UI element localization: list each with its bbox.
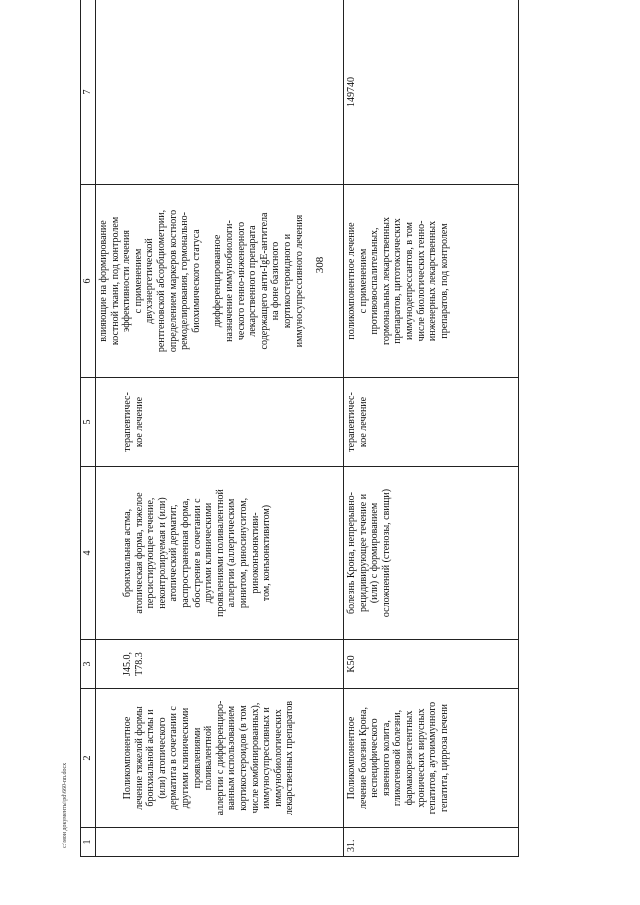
- text-line: костной ткани, под контролем: [109, 216, 121, 346]
- text-line: кортикостероидного и: [281, 233, 293, 329]
- text-line: с применением: [132, 248, 144, 314]
- text-line: иммуносупрессивного лечения: [293, 214, 305, 348]
- text-line: хронических вирусных: [415, 708, 427, 808]
- text-line: кое лечение: [357, 396, 369, 448]
- text-line: распространенная форма,: [179, 498, 191, 608]
- text-line: бронхиальной астмы и: [145, 709, 157, 807]
- text-line: гликогеновой болезни,: [392, 709, 404, 807]
- text-line: рентгеновской абсорбциометрии,: [155, 209, 167, 353]
- text-line: Поликомпонентное: [122, 716, 133, 800]
- text-line: лекарственного препарата: [247, 225, 259, 337]
- text-line: проявлениями поливалентной: [214, 489, 226, 617]
- text-line: атопическая форма, тяжелое: [133, 492, 145, 614]
- text-line: лекарственных препаратов: [284, 700, 296, 816]
- text-line: проявлениями: [191, 727, 203, 789]
- diagnosis-lines: [346, 471, 392, 635]
- text-line: (или) с формированием: [369, 502, 381, 604]
- text-line: поливалентной: [203, 725, 215, 791]
- text-line: атопический дерматит,: [168, 504, 180, 602]
- service-name-lines: [346, 693, 450, 823]
- text-line: содержащего анти-IgE-антитела: [258, 212, 270, 350]
- row-number-cell: [96, 828, 344, 857]
- text-line: гепатитов, аутоиммунного: [427, 701, 439, 815]
- text-line: с применением: [357, 248, 369, 314]
- text-line: противовоспалительных,: [369, 227, 381, 335]
- service-name-lines: [122, 693, 296, 823]
- text-line: персистирующее течение,: [145, 497, 157, 609]
- text-line: болезнь Крона, непрерывно-: [346, 491, 357, 615]
- text-line: гормональных лекарственных: [380, 217, 392, 345]
- table-row: [96, 0, 344, 857]
- text-line: неспецифического: [369, 718, 381, 798]
- text-line: биохимического статуса: [190, 229, 202, 333]
- text-line: ческого генно-инженерного: [235, 221, 247, 341]
- text-line: том, конъюнктивитом): [261, 504, 273, 602]
- text-line: числе биологических генно-: [415, 220, 427, 342]
- diagnosis-cell: [344, 467, 519, 640]
- treatment-method-lines-2: [212, 189, 305, 373]
- text-line: препаратов, под контролем: [438, 223, 450, 339]
- diagnosis-lines: [122, 471, 273, 635]
- text-line: числе комбинированных),: [249, 702, 261, 814]
- text-line: поликомпонентное лечение: [346, 222, 357, 340]
- text-line: (или) атопического: [156, 717, 168, 799]
- treatment-method-lines: [98, 189, 202, 373]
- text-line: назначение иммунобиологи-: [223, 220, 235, 342]
- text-line: дифференцированное: [212, 234, 224, 328]
- text-line: лечение тяжелой формы: [133, 706, 145, 810]
- treatment-method-lines: [346, 189, 450, 373]
- text-line: инженерных лекарственных: [427, 220, 439, 342]
- text-line: влияющие на формирование: [98, 220, 109, 342]
- text-line: определением маркеров костного: [167, 209, 179, 353]
- service-name-cell: [344, 689, 519, 828]
- header-cell: 1: [81, 828, 96, 857]
- header-cell: 4: [81, 467, 96, 640]
- header-cell: 7: [81, 0, 96, 185]
- text-line: риноконъюнктиви-: [249, 512, 261, 594]
- medical-services-table: [80, 0, 519, 857]
- text-line: терапевтичес-: [122, 392, 133, 452]
- text-line: кое лечение: [133, 396, 145, 448]
- text-line: ремоделирования, гормонально-: [179, 212, 191, 350]
- text-line: терапевтичес-: [346, 392, 357, 452]
- table-header-row: [81, 0, 96, 857]
- text-line: двухэнергетической: [144, 238, 156, 324]
- text-line: кортикостероидов (в том: [237, 705, 249, 811]
- text-line: неконтролируемая и (или): [156, 497, 168, 609]
- treatment-method-cell: [344, 185, 519, 378]
- text-line: рецидивирующее течение и: [357, 493, 369, 613]
- text-line: аллергии (аллергическим: [226, 498, 238, 608]
- page-number: 308: [314, 256, 326, 274]
- text-line: препаратов, цитотоксических: [392, 218, 404, 344]
- text-line: другими клиническими: [203, 502, 215, 604]
- text-line: лечение болезни Крона,: [357, 707, 369, 809]
- text-line: ринитом, риносинуситом,: [237, 497, 249, 609]
- text-line: обострение в сочетании с: [191, 498, 203, 608]
- text-line: иммунобиологических: [272, 709, 284, 807]
- diagnosis-cell: [96, 467, 344, 640]
- text-line: аллергии с дифференциро-: [214, 700, 226, 816]
- text-line: фармакорезистентных: [403, 710, 415, 806]
- treatment-type-lines: [346, 382, 369, 462]
- text-line: эффективности лечения: [121, 230, 133, 332]
- text-line: иммунодепрессантов, в том: [403, 222, 415, 340]
- text-line: дерматита в сочетании с: [168, 706, 180, 810]
- text-line: бронхиальная астма,: [122, 508, 133, 598]
- row-number-cell: 31.: [344, 828, 519, 857]
- text-line: иммуносупрессивных и: [261, 707, 273, 809]
- treatment-type-cell: [96, 378, 344, 467]
- header-cell: 2: [81, 689, 96, 828]
- cost-cell: [96, 0, 344, 185]
- icd-code-cell: K50: [344, 640, 519, 689]
- text-line: ванным использованием: [226, 705, 238, 811]
- text-line: осложнений (стенозы, свищи): [380, 488, 392, 618]
- text-line: на фоне базисного: [270, 241, 282, 321]
- table-row: [344, 0, 519, 857]
- cost-cell: 149740: [344, 0, 519, 185]
- treatment-type-lines: [122, 382, 145, 462]
- service-name-cell: [96, 689, 344, 828]
- icd-code: J45.0, T78.3: [122, 652, 145, 676]
- header-cell: 5: [81, 378, 96, 467]
- text-line: язвенного колита,: [380, 720, 392, 796]
- rotated-table-container: [80, 35, 518, 857]
- text-line: гепатита, цирроза печени: [438, 704, 450, 812]
- text-line: Поликомпонентное: [346, 716, 357, 800]
- treatment-method-cell: [96, 185, 344, 378]
- treatment-type-cell: [344, 378, 519, 467]
- text-line: другими клиническими: [179, 707, 191, 809]
- icd-code-cell: [96, 640, 344, 689]
- header-cell: 3: [81, 640, 96, 689]
- header-cell: 6: [81, 185, 96, 378]
- document-footer-path: c:\мои документы\pd\660-nn.docx: [62, 762, 68, 848]
